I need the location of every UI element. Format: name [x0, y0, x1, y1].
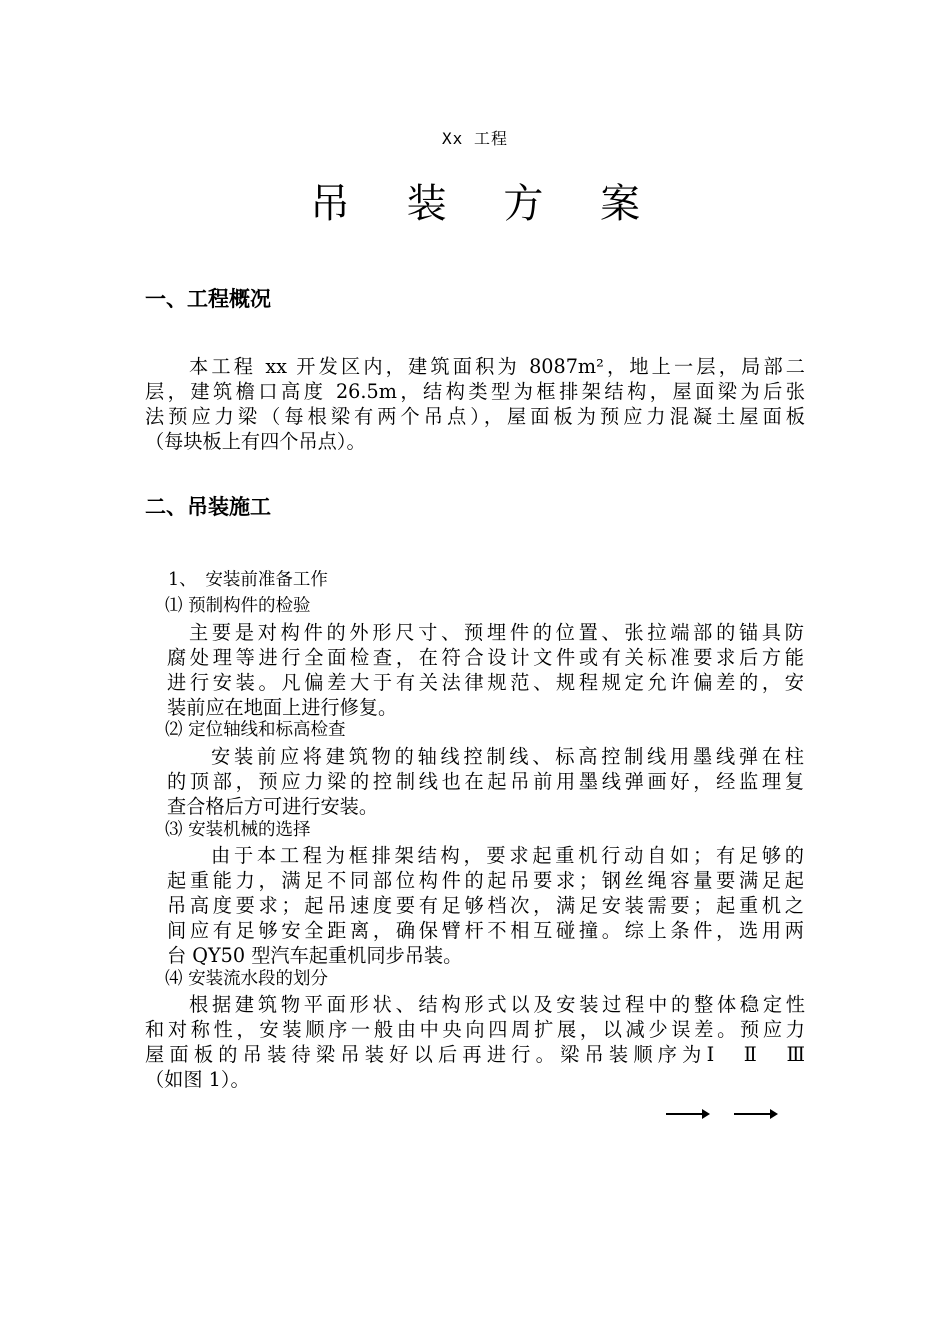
paragraph-line: 起重能力，满足不同部位构件的起吊要求；钢丝绳容量要满足起 [167, 869, 804, 892]
paragraph-line: 主要是对构件的外形尺寸、预埋件的位置、张拉端部的锚具防 [189, 621, 804, 644]
paragraph-line: 由于本工程为框排架结构，要求起重机行动自如；有足够的 [211, 844, 804, 867]
axis-check-paragraph [167, 744, 804, 819]
flow-section-paragraph [145, 992, 805, 1092]
page-title: 吊 装 方 案 [309, 181, 663, 227]
paragraph-line: 法预应力梁（每根梁有两个吊点），屋面板为预应力混凝土屋面板 [145, 405, 805, 428]
arrow-right-icon [666, 1109, 710, 1119]
section-heading-hoisting: 二、吊装施工 [145, 495, 271, 519]
paragraph-line: 装前应在地面上进行修复。 [167, 696, 398, 719]
paragraph-line: （每块板上有四个吊点）。 [145, 430, 366, 453]
section-heading-overview: 一、工程概况 [145, 287, 271, 311]
paragraph-line: 查合格后方可进行安装。 [167, 795, 379, 818]
overview-paragraph [145, 354, 805, 454]
paragraph-line: 本工程 xx 开发区内，建筑面积为 8087m²，地上一层，局部二 [189, 355, 805, 378]
sub-heading-machinery: ⑶ 安装机械的选择 [165, 820, 311, 840]
paragraph-line: （如图 1）。 [145, 1068, 250, 1091]
paragraph-line: 台 QY50 型汽车起重机同步吊装。 [167, 944, 463, 967]
paragraph-line: 层，建筑檐口高度 26.5m，结构类型为框排架结构，屋面梁为后张 [145, 380, 805, 403]
paragraph-line: 和对称性，安装顺序一般由中央向四周扩展，以减少误差。预应力 [145, 1018, 805, 1041]
step-heading: 1、 安装前准备工作 [168, 570, 328, 590]
sub-heading-axis-check: ⑵ 定位轴线和标高检查 [165, 720, 346, 740]
inspection-paragraph [167, 620, 804, 720]
sub-heading-flow-section: ⑷ 安装流水段的划分 [165, 969, 329, 989]
project-subtitle: Xx 工程 [442, 129, 508, 148]
machinery-paragraph [167, 843, 804, 968]
arrow-right-icon [734, 1109, 778, 1119]
paragraph-line: 进行安装。凡偏差大于有关法律规范、规程规定允许偏差的，安 [167, 671, 804, 694]
paragraph-line: 间应有足够安全距离，确保臂杆不相互碰撞。综上条件，选用两 [167, 919, 804, 942]
sub-heading-inspection: ⑴ 预制构件的检验 [165, 596, 311, 616]
paragraph-line: 安装前应将建筑物的轴线控制线、标高控制线用墨线弹在柱 [211, 745, 804, 768]
paragraph-line: 腐处理等进行全面检查，在符合设计文件或有关标准要求后方能 [167, 646, 804, 669]
paragraph-line: 吊高度要求；起吊速度要有足够档次，满足安装需要；起重机之 [167, 894, 804, 917]
paragraph-line: 根据建筑物平面形状、结构形式以及安装过程中的整体稳定性 [189, 993, 805, 1016]
paragraph-line: 的顶部，预应力梁的控制线也在起吊前用墨线弹画好，经监理复 [167, 770, 804, 793]
paragraph-line: 屋面板的吊装待梁吊装好以后再进行。梁吊装顺序为Ⅰ Ⅱ Ⅲ [145, 1043, 805, 1066]
sequence-arrows [664, 1104, 784, 1124]
